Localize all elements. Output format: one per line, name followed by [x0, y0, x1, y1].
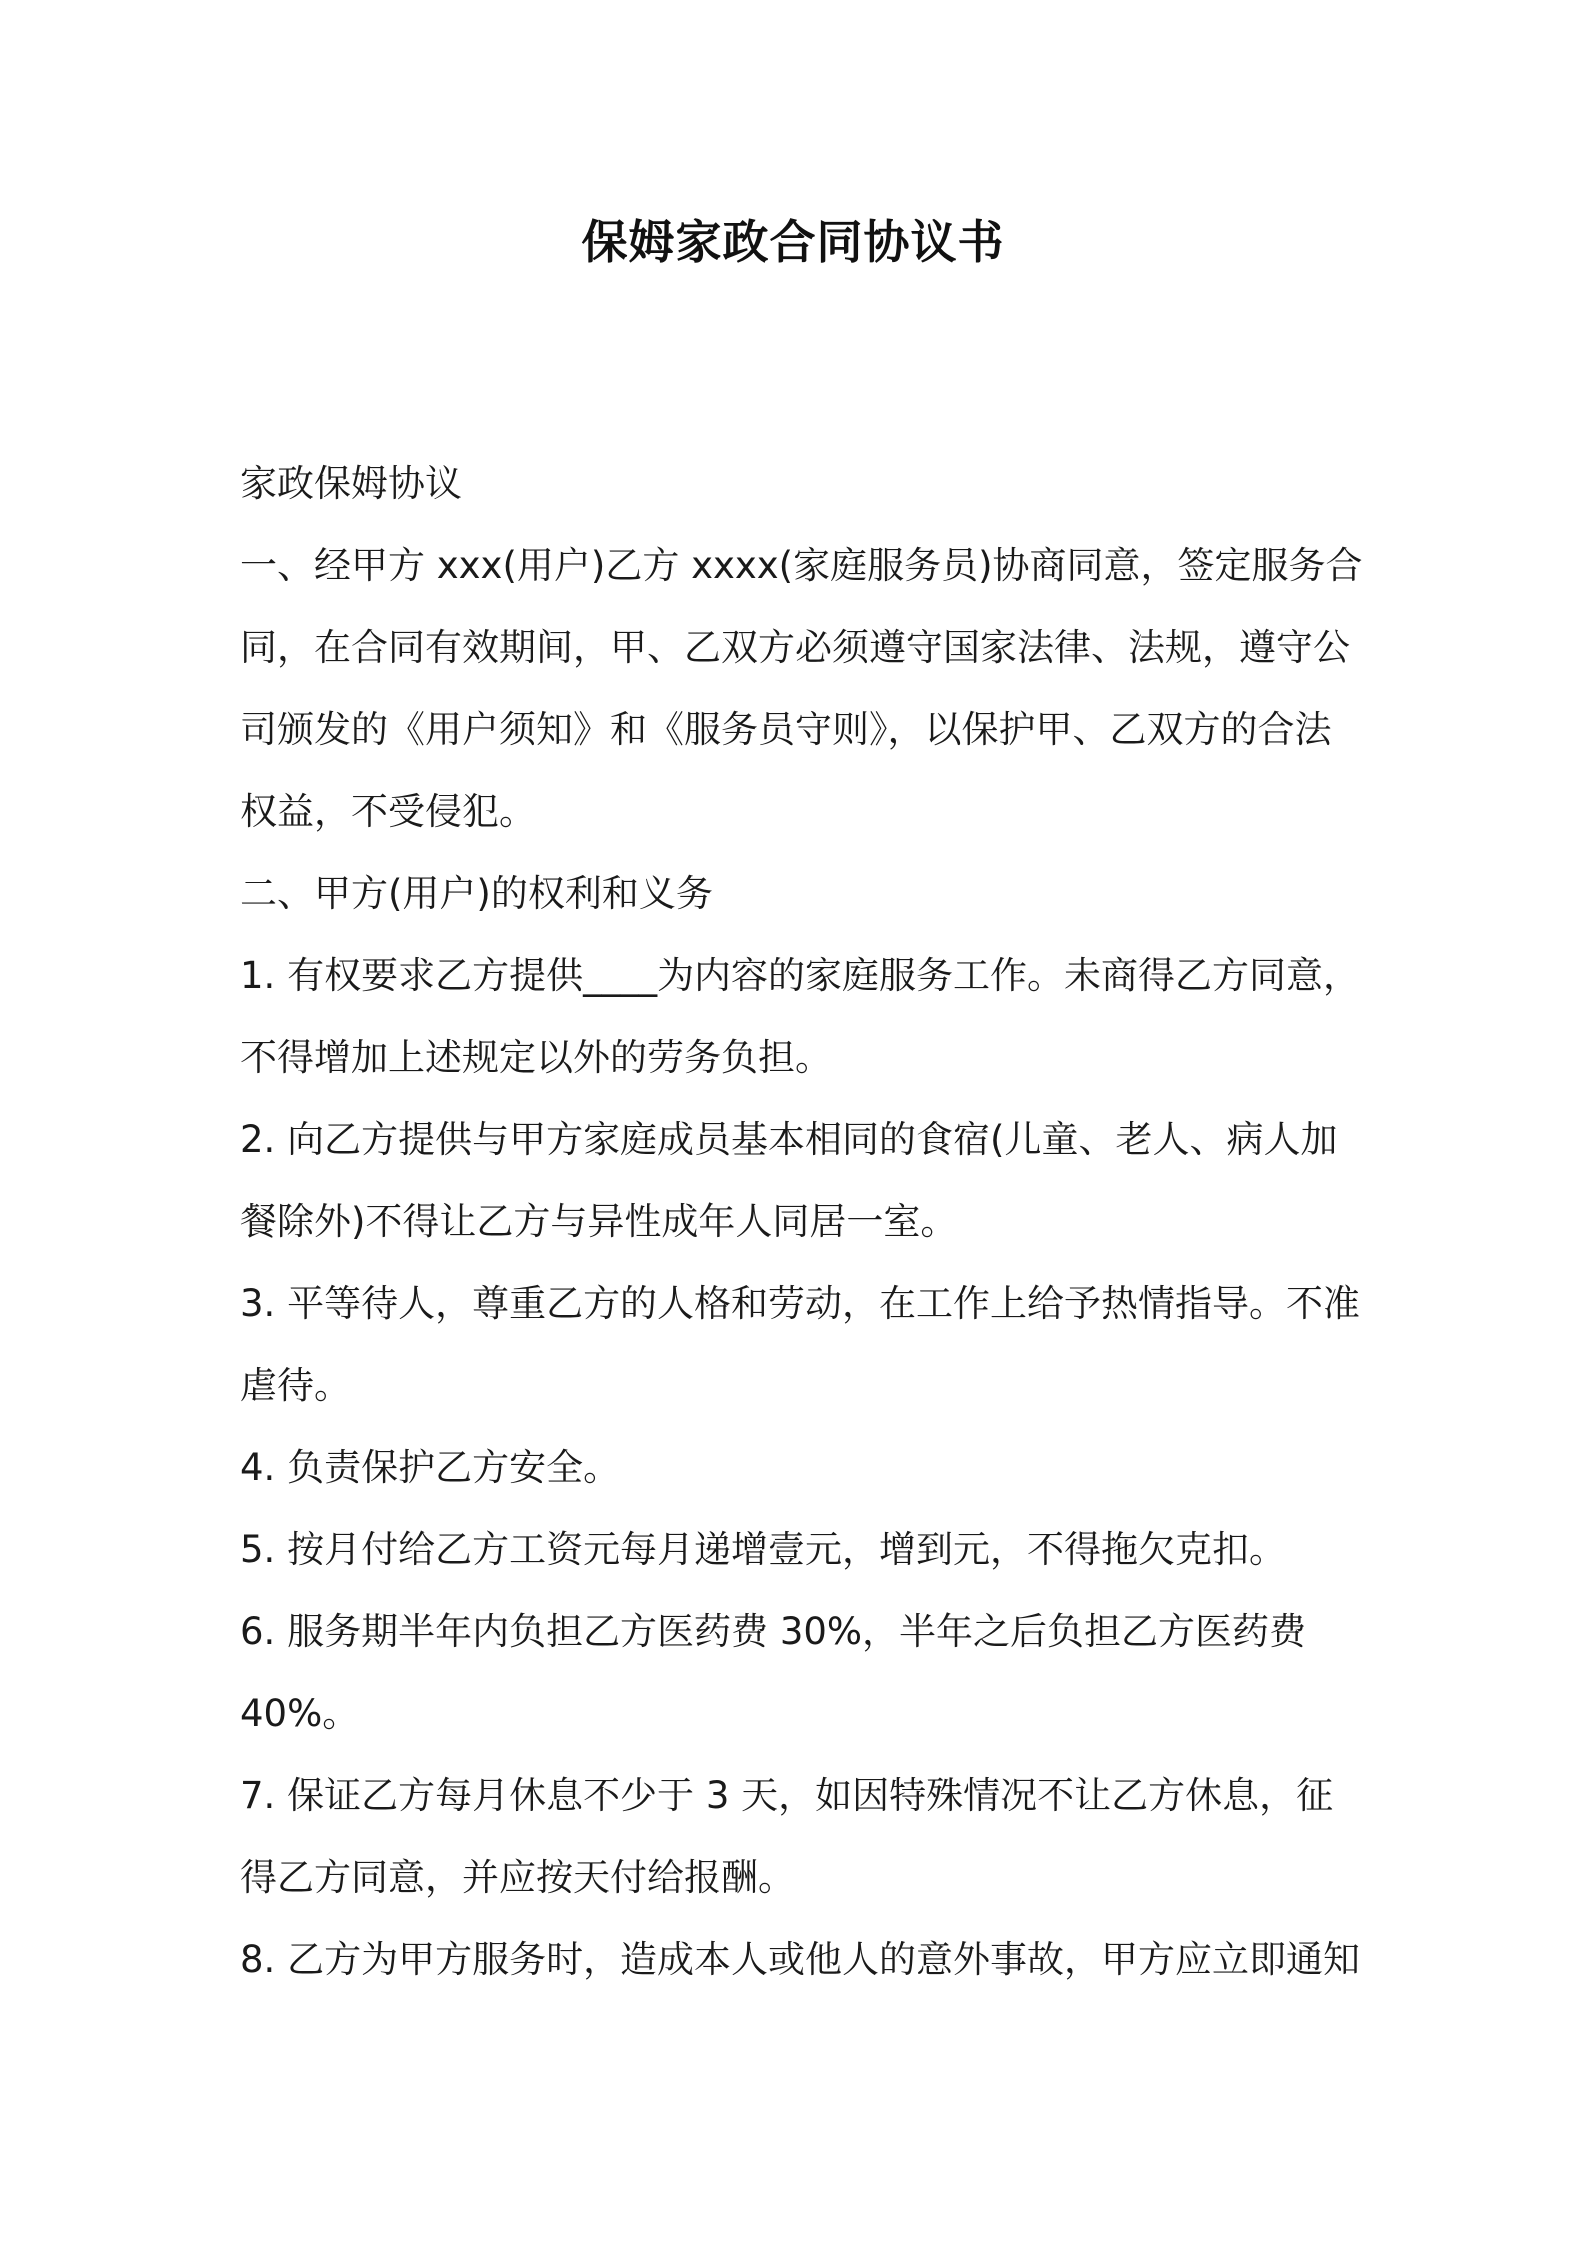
clause-line: 虐待。: [240, 1364, 351, 1407]
section-heading: 二、甲方(用户)的权利和义务: [240, 872, 713, 915]
clause-line: 4. 负责保护乙方安全。: [240, 1446, 621, 1489]
clause-line: 1. 有权要求乙方提供____为内容的家庭服务工作。未商得乙方同意，: [240, 954, 1361, 997]
clause-line: 7. 保证乙方每月休息不少于 3 天，如因特殊情况不让乙方休息，征: [240, 1774, 1334, 1817]
clause-line: 2. 向乙方提供与甲方家庭成员基本相同的食宿(儿童、老人、病人加: [240, 1118, 1338, 1161]
clause-line: 3. 平等待人，尊重乙方的人格和劳动，在工作上给予热情指导。不准: [240, 1282, 1361, 1325]
paragraph-line: 司颁发的《用户须知》和《服务员守则》，以保护甲、乙双方的合法: [240, 708, 1332, 751]
clause-line: 8. 乙方为甲方服务时，造成本人或他人的意外事故，甲方应立即通知: [240, 1938, 1361, 1981]
section-heading: 家政保姆协议: [240, 462, 462, 505]
document-body: [240, 443, 1363, 2001]
paragraph-line: 同，在合同有效期间，甲、乙双方必须遵守国家法律、法规，遵守公: [240, 626, 1350, 669]
clause-line: 6. 服务期半年内负担乙方医药费 30%，半年之后负担乙方医药费: [240, 1610, 1307, 1653]
paragraph-line: 一、经甲方 xxx(用户)乙方 xxxx(家庭服务员)协商同意，签定服务合: [240, 544, 1363, 587]
clause-line: 得乙方同意，并应按天付给报酬。: [240, 1856, 795, 1899]
clause-line: 40%。: [240, 1692, 360, 1735]
clause-line: 不得增加上述规定以外的劳务负担。: [240, 1036, 832, 1079]
paragraph-line: 权益，不受侵犯。: [240, 790, 536, 833]
clause-line: 餐除外)不得让乙方与异性成年人同居一室。: [240, 1200, 958, 1243]
document-title: 保姆家政合同协议书: [581, 215, 1005, 269]
clause-line: 5. 按月付给乙方工资元每月递增壹元，增到元，不得拖欠克扣。: [240, 1528, 1287, 1571]
